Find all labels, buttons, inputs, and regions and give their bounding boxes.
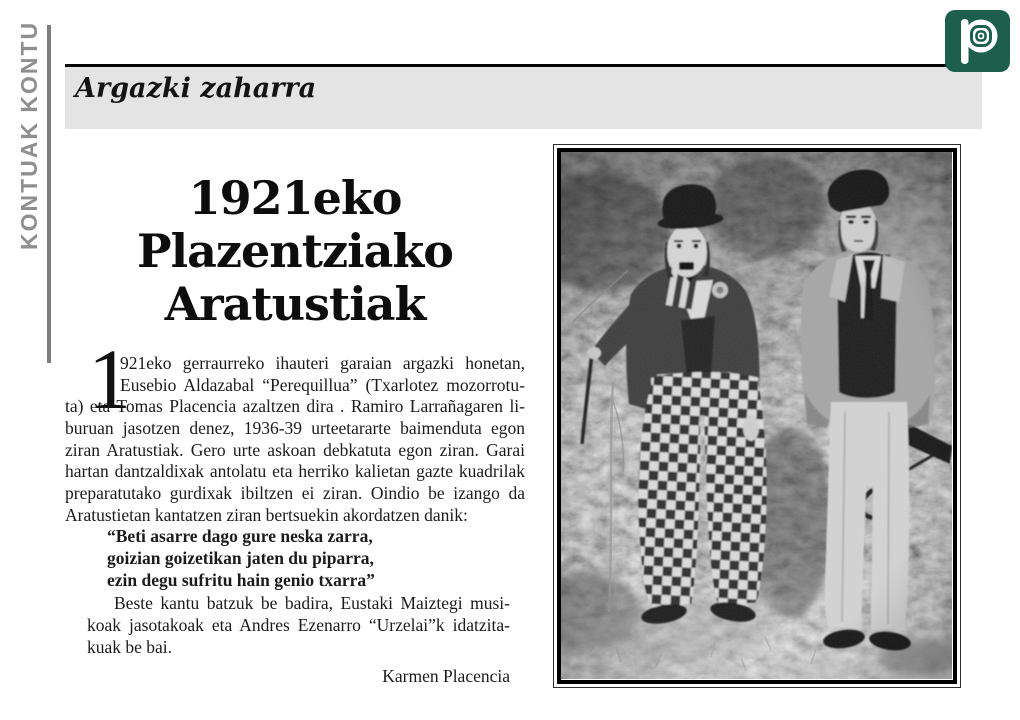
body-line: buruan jasotzen denez, 1936-39 urteetararte baimenduta egon [65,417,525,438]
body-line: Beste kantu batzuk be badira, Eustaki Maiztegi musi- [114,593,510,613]
drop-cap: 1 [88,331,131,427]
article-title-line: 1921eko [188,171,402,225]
old-photograph [561,152,952,679]
p-logo-icon [945,10,1010,72]
body-line: hartan dantzaldixak antolatu eta herriko kalietan gazte kuadrilak [65,461,525,482]
p-spiral-logo [945,10,1010,72]
sidebar-vertical-title: KONTUAK KONTU [16,20,42,250]
body-line: Eusebio Aldazabal “Perequillua” (Txarlotez mozorrotu- [120,374,525,395]
sidebar-vertical-rule [47,25,51,363]
paragraph-1-head [120,353,525,397]
vignette [561,152,952,679]
section-title: Argazki zaharra [75,73,317,104]
photo-frame [553,144,961,688]
article-title-line: Aratustiak [164,277,426,331]
body-line: koak jasotakoak eta Andres Ezenarro “Urzelai”k idatzita- [87,614,510,635]
body-line: kuak be bai. [87,636,173,657]
body-line: Aratustietan kantatzen ziran bertsuekin akordatzen danik: [65,504,468,525]
verse-block [107,526,517,591]
body-line: 921eko gerraurreko ihauteri garaian argazki honetan, [120,353,525,373]
paragraph-2 [87,593,510,658]
body-line: ta) eta Tomas Placencia azaltzen dira . Ramiro Larrañagaren li- [65,396,525,416]
article-title-line: Plazentziako [137,224,453,278]
paragraph-1-rest [65,396,525,527]
author-signature: Karmen Placencia [382,666,510,686]
verse-line: ezin degu sufritu hain genio txarra” [107,569,375,590]
body-line: preparatutako gurdixak ibiltzen ei ziran. Oindio be izango da [65,483,525,504]
photo-inner-border [557,148,957,684]
article-title [65,172,525,331]
verse-line: “Beti asarre dago gure neska zarra, [107,526,373,546]
body-line: ziran Aratustiak. Gero urte askoan debkatuta egon ziran. Garai [65,439,525,460]
verse-line: goizian goizetikan jaten du piparra, [107,547,374,568]
